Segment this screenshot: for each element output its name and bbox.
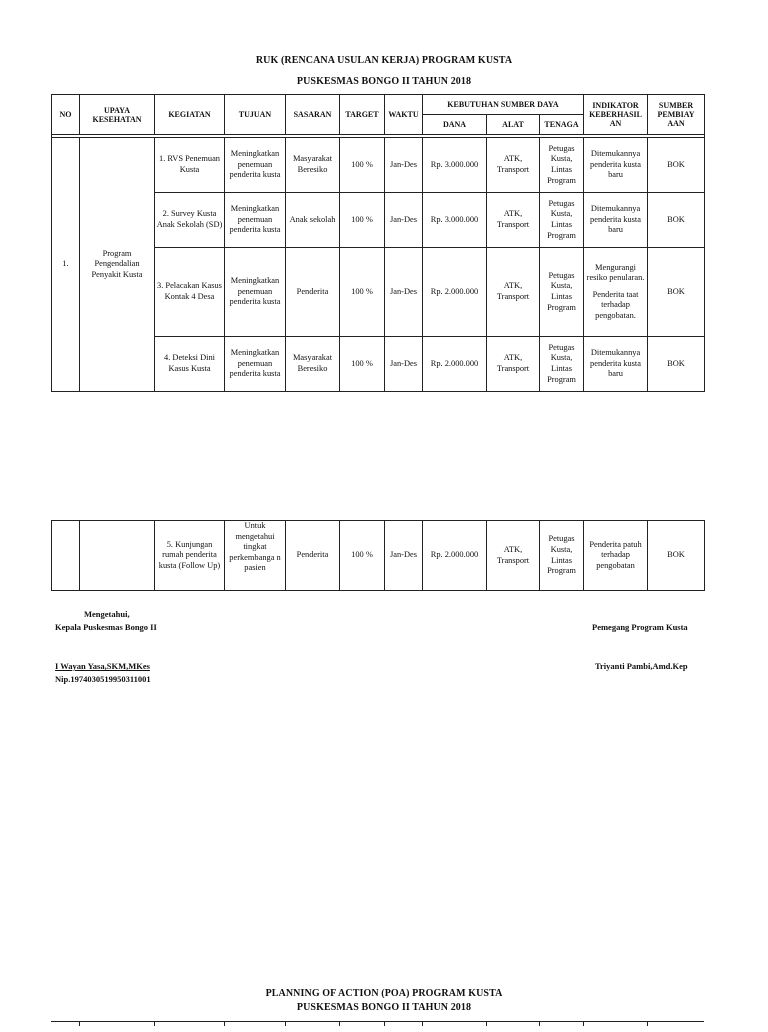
tenaga-cell: Petugas Kusta, Lintas Program [540,521,584,591]
tujuan-cell: Untuk mengetahui tingkat perkembanga n pasien [225,521,286,591]
sumber-cell: BOK [648,248,705,337]
tujuan-cell: Meningkatkan penemuan penderita kusta [225,337,286,392]
signature-left-nip: Nip.19740305199503110​01 [55,674,151,684]
col-kebutuhan-sumber-daya: KEBUTUHAN SUMBER DAYA [423,95,584,115]
indikator-cell: Ditemukannya penderita kusta baru [584,193,648,248]
col-kegiatan: KEGIATAN [155,95,225,135]
tujuan-cell: Meningkatkan penemuan penderita kusta [225,138,286,193]
dana-cell: Rp. 2.000.000 [423,337,487,392]
sasaran-cell: Anak sekolah [286,193,340,248]
next-page-subtitle: PUSKESMAS BONGO II TAHUN 2018 [296,1002,472,1013]
alat-cell: ATK, Transport [487,248,540,337]
waktu-cell: Jan-Des [385,521,423,591]
tenaga-cell: Petugas Kusta, Lintas Program [540,193,584,248]
upaya-kesehatan-cell: Program Pengendalian Penyakit Kusta [80,138,155,392]
waktu-cell: Jan-Des [385,193,423,248]
document-title: RUK (RENCANA USULAN KERJA) PROGRAM KUSTA [255,55,513,66]
dana-cell: Rp. 2.000.000 [423,521,487,591]
col-sasaran: SASARAN [286,95,340,135]
tujuan-cell: Meningkatkan penemuan penderita kusta [225,248,286,337]
target-cell: 100 % [340,337,385,392]
kegiatan-cell: 4. Deteksi Dini Kasus Kusta [155,337,225,392]
ruk-table-continued [51,520,705,591]
row-number [52,521,80,591]
col-tujuan: TUJUAN [225,95,286,135]
alat-cell: ATK, Transport [487,521,540,591]
col-waktu: WAKTU [385,95,423,135]
target-cell: 100 % [340,521,385,591]
col-indikator: INDIKATOR KEBERHASIL AN [584,95,648,135]
signature-right-name: Triyanti Pambi,Amd.Kep [595,661,688,671]
sasaran-cell: Masyarakat Beresiko [286,337,340,392]
kegiatan-cell: 1. RVS Penemuan Kusta [155,138,225,193]
indikator-cell [584,248,648,337]
sumber-cell: BOK [648,337,705,392]
indikator-point: Penderita taat terhadap pengobatan. [592,289,639,320]
waktu-cell: Jan-Des [385,337,423,392]
target-cell: 100 % [340,248,385,337]
dana-cell: Rp. 3.000.000 [423,138,487,193]
row-number: 1. [52,138,80,392]
tenaga-cell: Petugas Kusta, Lintas Program [540,138,584,193]
sumber-cell: BOK [648,521,705,591]
sumber-cell: BOK [648,193,705,248]
sasaran-cell: Penderita [286,248,340,337]
ruk-table [51,94,705,392]
document-subtitle: PUSKESMAS BONGO II TAHUN 2018 [296,76,472,87]
tujuan-cell: Meningkatkan penemuan penderita kusta [225,193,286,248]
sasaran-cell: Penderita [286,521,340,591]
sasaran-cell: Masyarakat Beresiko [286,138,340,193]
sumber-cell: BOK [648,138,705,193]
tenaga-cell: Petugas Kusta, Lintas Program [540,248,584,337]
kegiatan-cell: 2. Survey Kusta Anak Sekolah (SD) [155,193,225,248]
indikator-cell: Ditemukannya penderita kusta baru [584,337,648,392]
table-row [52,138,705,193]
table-row [52,521,705,591]
alat-cell: ATK, Transport [487,193,540,248]
next-table-top-edge [51,1021,704,1032]
col-tenaga: TENAGA [540,115,584,135]
col-alat: ALAT [487,115,540,135]
upaya-kesehatan-cell [80,521,155,591]
signature-left-title: Kepala Puskesmas Bongo II [55,622,157,632]
col-dana: DANA [423,115,487,135]
signature-acknowledge-label: Mengetahui, [84,609,130,619]
dana-cell: Rp. 2.000.000 [423,248,487,337]
dana-cell: Rp. 3.000.000 [423,193,487,248]
tenaga-cell: Petugas Kusta, Lintas Program [540,337,584,392]
target-cell: 100 % [340,138,385,193]
kegiatan-cell: 5. Kunjungan rumah penderita kusta (Follow Up) [155,521,225,591]
indikator-cell: Ditemukannya penderita kusta baru [584,138,648,193]
signature-right-title: Pemegang Program Kusta [592,622,688,632]
waktu-cell: Jan-Des [385,138,423,193]
next-page-title: PLANNING OF ACTION (POA) PROGRAM KUSTA [265,988,503,999]
indikator-point: Mengurangi resiko penularan. [586,262,645,283]
col-upaya-kesehatan: UPAYA KESEHATAN [80,95,155,135]
indikator-cell: Penderita patuh terhadap pengobatan [584,521,648,591]
signature-left-name: I Wayan Yasa,SKM,MKes [55,661,150,671]
col-no: NO [52,95,80,135]
target-cell: 100 % [340,193,385,248]
alat-cell: ATK, Transport [487,138,540,193]
waktu-cell: Jan-Des [385,248,423,337]
col-target: TARGET [340,95,385,135]
alat-cell: ATK, Transport [487,337,540,392]
kegiatan-cell: 3. Pelacakan Kasus Kontak 4 Desa [155,248,225,337]
col-sumber-pembiayaan: SUMBER PEMBIAY AAN [648,95,705,135]
